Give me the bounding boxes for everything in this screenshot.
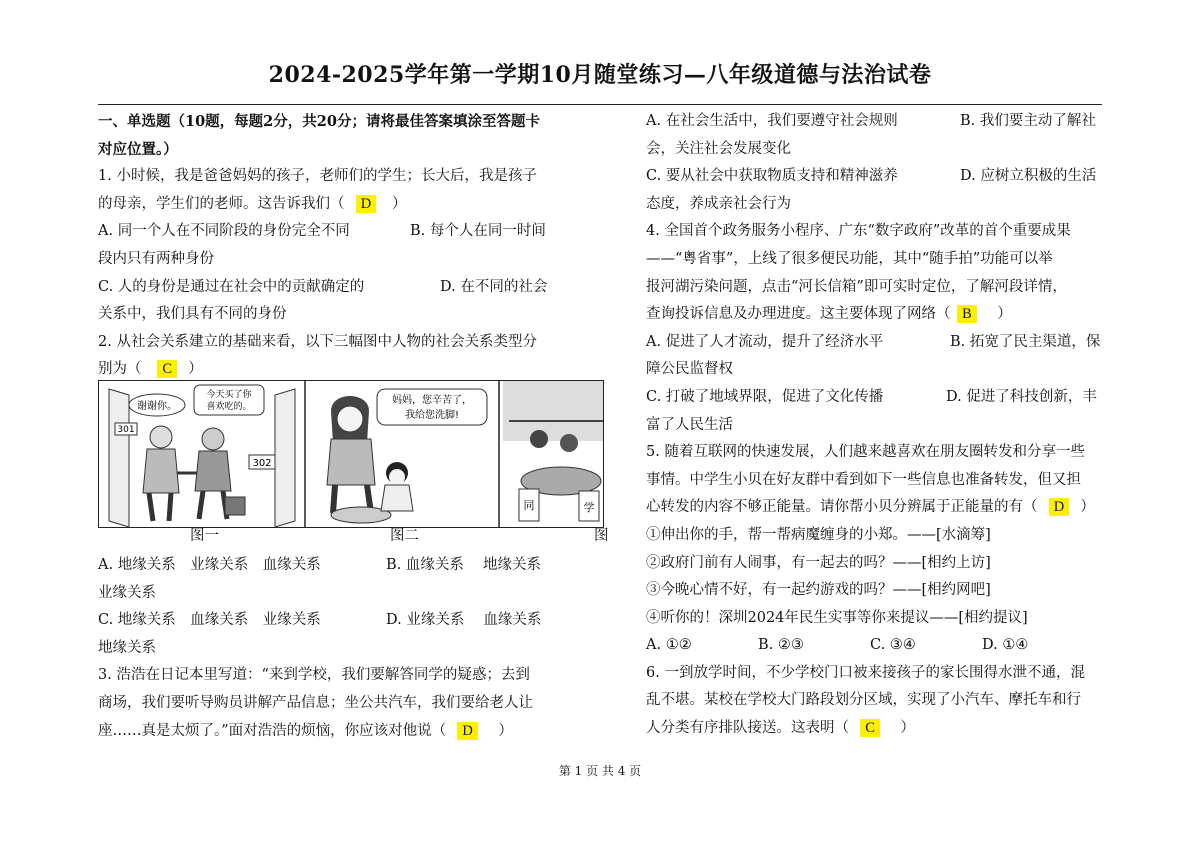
- speech-bubble-thanks: 谢谢你。: [137, 401, 177, 412]
- chair-label-xue: 学: [583, 501, 595, 514]
- q4-stem: 4. 全国首个政务服务小程序、广东“数字政府”改革的首个重要成果: [646, 223, 1071, 240]
- caption-figure-1: 图一: [190, 528, 219, 544]
- left-column-lower: [98, 552, 560, 745]
- q5-item-2: ②政府门前有人闹事，有一起去的吗？——[相约上访]: [646, 554, 991, 571]
- q3-options-ab: A. 在社会生活中，我们要遵守社会规则 B. 我们要主动了解社: [646, 113, 1096, 129]
- section-heading: 一、单选题（10题，每题2分，共20分；请将最佳答案填涂至答题卡: [98, 113, 540, 130]
- page-footer: 第 1 页 共 4 页: [558, 764, 642, 778]
- q3-stem: 3. 浩浩在日记本里写道：“来到学校，我们要解答同学的疑惑；去到: [98, 667, 530, 684]
- q4-answer-mark: B: [957, 305, 977, 323]
- q3-answer-mark: D: [457, 722, 477, 740]
- q5-item-3: ③今晚心情不好，有一起约游戏的吗？——[相约网吧]: [646, 582, 991, 599]
- q2-answer-mark: C: [157, 360, 177, 378]
- q2-options-ab: A. 地缘关系 业缘关系 血缘关系 B. 血缘关系 地缘关系: [98, 557, 541, 573]
- speech-bubble-mother: 妈妈，您辛苦了，: [392, 395, 472, 406]
- q1-options-ab: A. 同一个人在不同阶段的身份完全不同 B. 每个人在同一时间: [98, 223, 546, 240]
- section-heading-cont: 对应位置。）: [98, 140, 178, 158]
- q1-answer-mark: D: [356, 195, 376, 213]
- speech-bubble-bought-2: 喜欢吃的。: [206, 402, 252, 412]
- q5-stem: 5. 随着互联网的快速发展，人们越来越喜欢在朋友圈转发和分享一些: [646, 444, 1085, 461]
- q4-options-cd: C. 打破了地域界限，促进了文化传播 D. 促进了科技创新，丰: [646, 388, 1097, 405]
- q4-stem-3: 报河湖污染问题，点击“河长信箱”即可实时定位，了解河段详情，: [646, 278, 1067, 295]
- q4-option-b-cont: 障公民监督权: [646, 361, 733, 378]
- right-column: [646, 108, 1104, 743]
- q2-option-d-cont: 地缘关系: [98, 639, 156, 656]
- q5-item-1: ①伸出你的手，帮一帮病魔缠身的小郑。——[水滴筹]: [646, 526, 991, 543]
- q3-options-cd: C. 要从社会中获取物质支持和精神滋养 D. 应树立积极的生活: [646, 168, 1097, 185]
- speech-bubble-mother-2: 我给您洗脚!: [404, 410, 460, 421]
- q6-stem-3: 人分类有序排队接送。这表明（ C ）: [646, 720, 915, 737]
- q4-option-d-cont: 富了人民生活: [646, 416, 733, 433]
- panel-two-family: [327, 381, 499, 527]
- q1-option-d-cont: 关系中，我们具有不同的身份: [98, 306, 287, 323]
- comic-figure: [98, 380, 604, 528]
- door-number-right: 302: [252, 458, 272, 469]
- q5-options: A. ①② B. ②③ C. ③④ D. ①④: [646, 637, 1029, 654]
- figure-captions: [98, 524, 609, 546]
- q5-stem-3: 心转发的内容不够正能量。请你帮小贝分辨属于正能量的有（ D ）: [646, 499, 1095, 516]
- caption-figure-2: 图二: [390, 528, 419, 544]
- q4-options-ab: A. 促进了人才流动，提升了经济水平 B. 拓宽了民主渠道，保: [646, 333, 1101, 350]
- q2-option-b-cont: 业缘关系: [98, 584, 156, 601]
- q1-option-b-cont: 段内只有两种身份: [98, 250, 214, 267]
- q3-stem-2: 商场，我们要听导购员讲解产品信息；坐公共汽车，我们要给老人让: [98, 694, 533, 711]
- speech-bubble-bought: 今天买了你: [206, 390, 252, 400]
- q1-stem-2: 的母亲，学生们的老师。这告诉我们（ D ）: [98, 195, 407, 212]
- caption-figure-3: 图: [594, 528, 609, 544]
- page-title: 2024-2025学年第一学期10月随堂练习—八年级道德与法治试卷: [268, 62, 932, 88]
- left-column: [98, 108, 560, 384]
- q3-option-d-cont: 态度，养成亲社会行为: [646, 195, 791, 212]
- chair-label-tong: 同: [523, 499, 535, 512]
- q1-stem: 1. 小时候，我是爸爸妈妈的孩子，老师们的学生；长大后，我是孩子: [98, 168, 537, 185]
- q4-stem-4: 查询投诉信息及办理进度。这主要体现了网络（ B ）: [646, 306, 1012, 323]
- panel-one-neighbors: [99, 381, 305, 527]
- q2-stem: 2. 从社会关系建立的基础来看，以下三幅图中人物的社会关系类型分: [98, 333, 537, 350]
- panel-three-classmates: [503, 381, 603, 521]
- q3-stem-3: 座……真是太烦了。”面对浩浩的烦恼，你应该对他说（ D ）: [98, 722, 513, 739]
- q1-options-cd: C. 人的身份是通过在社会中的贡献确定的 D. 在不同的社会: [98, 278, 548, 295]
- q5-answer-mark: D: [1049, 498, 1069, 516]
- q2-options-cd: C. 地缘关系 血缘关系 业缘关系 D. 业缘关系 血缘关系: [98, 612, 542, 629]
- q4-stem-2: ——“粤省事”，上线了很多便民功能，其中“随手拍”功能可以举: [646, 250, 1053, 267]
- q6-answer-mark: C: [860, 719, 880, 737]
- q3-option-b-cont: 会，关注社会发展变化: [646, 140, 791, 157]
- q6-stem: 6. 一到放学时间，不少学校门口被来接孩子的家长围得水泄不通，混: [646, 664, 1085, 681]
- q6-stem-2: 乱不堪。某校在学校大门路段划分区域，实现了小汽车、摩托车和行: [646, 692, 1081, 709]
- q5-stem-2: 事情。中学生小贝在好友群中看到如下一些信息也准备转发，但又担: [646, 471, 1081, 488]
- q5-item-4: ④听你的！深圳2024年民生实事等你来提议——[相约提议]: [646, 609, 1028, 626]
- q2-stem-2: 别为（ C ）: [98, 361, 203, 378]
- title-divider: [98, 104, 1102, 105]
- door-number-left: 301: [117, 425, 135, 435]
